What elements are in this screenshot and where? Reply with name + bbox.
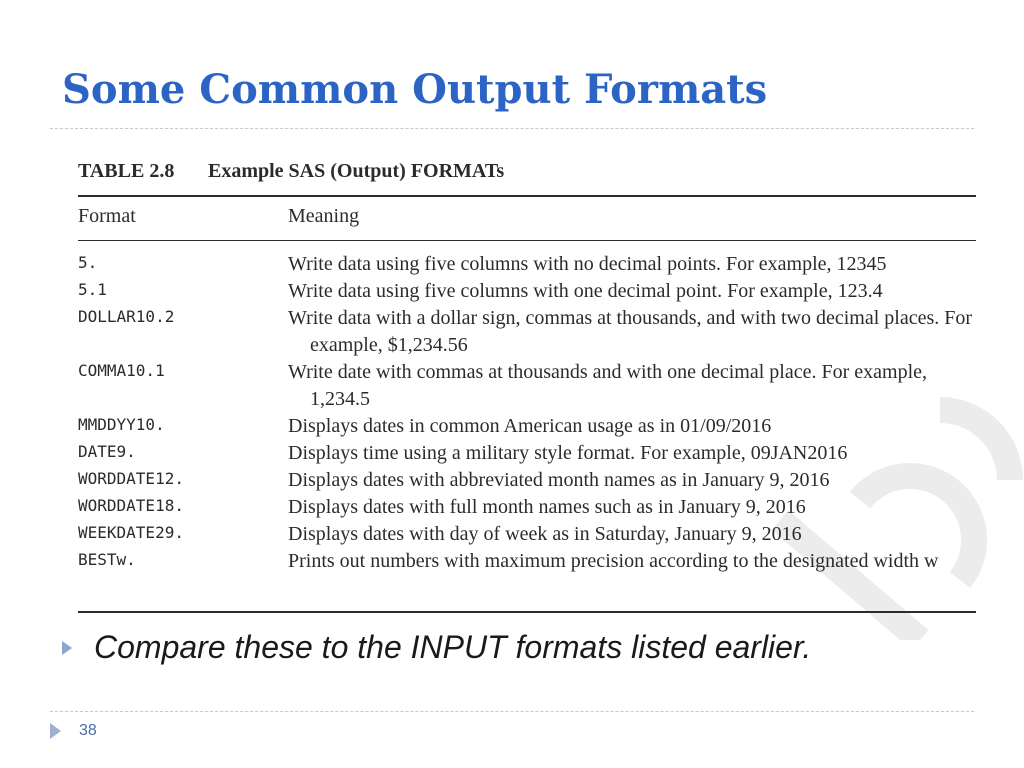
table-row bbox=[78, 467, 976, 494]
format-meaning: Displays dates with full month names such as in January 9, 2016 bbox=[288, 496, 806, 518]
table-caption-title: Example SAS (Output) FORMATs bbox=[208, 160, 505, 182]
format-code: MMDDYY10. bbox=[78, 415, 165, 434]
footer-arrow-icon bbox=[50, 723, 61, 739]
format-meaning: Write data using five columns with one decimal point. For example, 123.4 bbox=[288, 280, 883, 302]
format-code: WEEKDATE29. bbox=[78, 523, 184, 542]
format-code: DOLLAR10.2 bbox=[78, 307, 175, 326]
table-header-rule bbox=[78, 240, 976, 241]
footer-divider bbox=[50, 711, 974, 712]
format-meaning: Displays time using a military style format. For example, 09JAN2016 bbox=[288, 442, 848, 464]
format-code: 5.1 bbox=[78, 280, 107, 299]
table-row bbox=[78, 278, 976, 305]
format-code: 5. bbox=[78, 253, 98, 272]
format-meaning: Write date with commas at thousands and with one decimal place. For example, 1,234.5 bbox=[288, 361, 928, 410]
bullet-text: Compare these to the INPUT formats listed earlier. bbox=[94, 629, 812, 665]
title-divider bbox=[50, 128, 974, 129]
format-meaning: Displays dates with day of week as in Saturday, January 9, 2016 bbox=[288, 523, 802, 545]
column-header-format: Format bbox=[78, 205, 136, 227]
column-header-meaning: Meaning bbox=[288, 205, 360, 227]
table-row bbox=[78, 359, 976, 413]
table-bottom-rule bbox=[78, 611, 976, 613]
table-caption-number: TABLE 2.8 bbox=[78, 160, 175, 182]
format-code: COMMA10.1 bbox=[78, 361, 165, 380]
format-code: WORDDATE18. bbox=[78, 496, 184, 515]
table-caption bbox=[78, 160, 504, 183]
format-code: DATE9. bbox=[78, 442, 136, 461]
table-row bbox=[78, 440, 976, 467]
format-meaning: Displays dates with abbreviated month names as in January 9, 2016 bbox=[288, 469, 830, 491]
table-row bbox=[78, 494, 976, 521]
table-row bbox=[78, 521, 976, 548]
format-meaning: Write data with a dollar sign, commas at thousands, and with two decimal places. For example, $1,234.56 bbox=[288, 307, 973, 356]
table-row bbox=[78, 413, 976, 440]
table-row bbox=[78, 251, 976, 278]
table-top-rule bbox=[78, 195, 976, 197]
table-row bbox=[78, 548, 976, 575]
format-code: BESTw. bbox=[78, 550, 136, 569]
table-body bbox=[78, 251, 976, 575]
slide-title: Some Common Output Formats bbox=[62, 66, 768, 113]
format-code: WORDDATE12. bbox=[78, 469, 184, 488]
bullet-arrow-icon bbox=[62, 641, 72, 655]
format-meaning: Prints out numbers with maximum precision according to the designated width w bbox=[288, 550, 939, 572]
format-meaning: Write data using five columns with no decimal points. For example, 12345 bbox=[288, 253, 887, 275]
page-number: 38 bbox=[79, 722, 97, 739]
format-meaning: Displays dates in common American usage as in 01/09/2016 bbox=[288, 415, 772, 437]
table-row bbox=[78, 305, 976, 359]
